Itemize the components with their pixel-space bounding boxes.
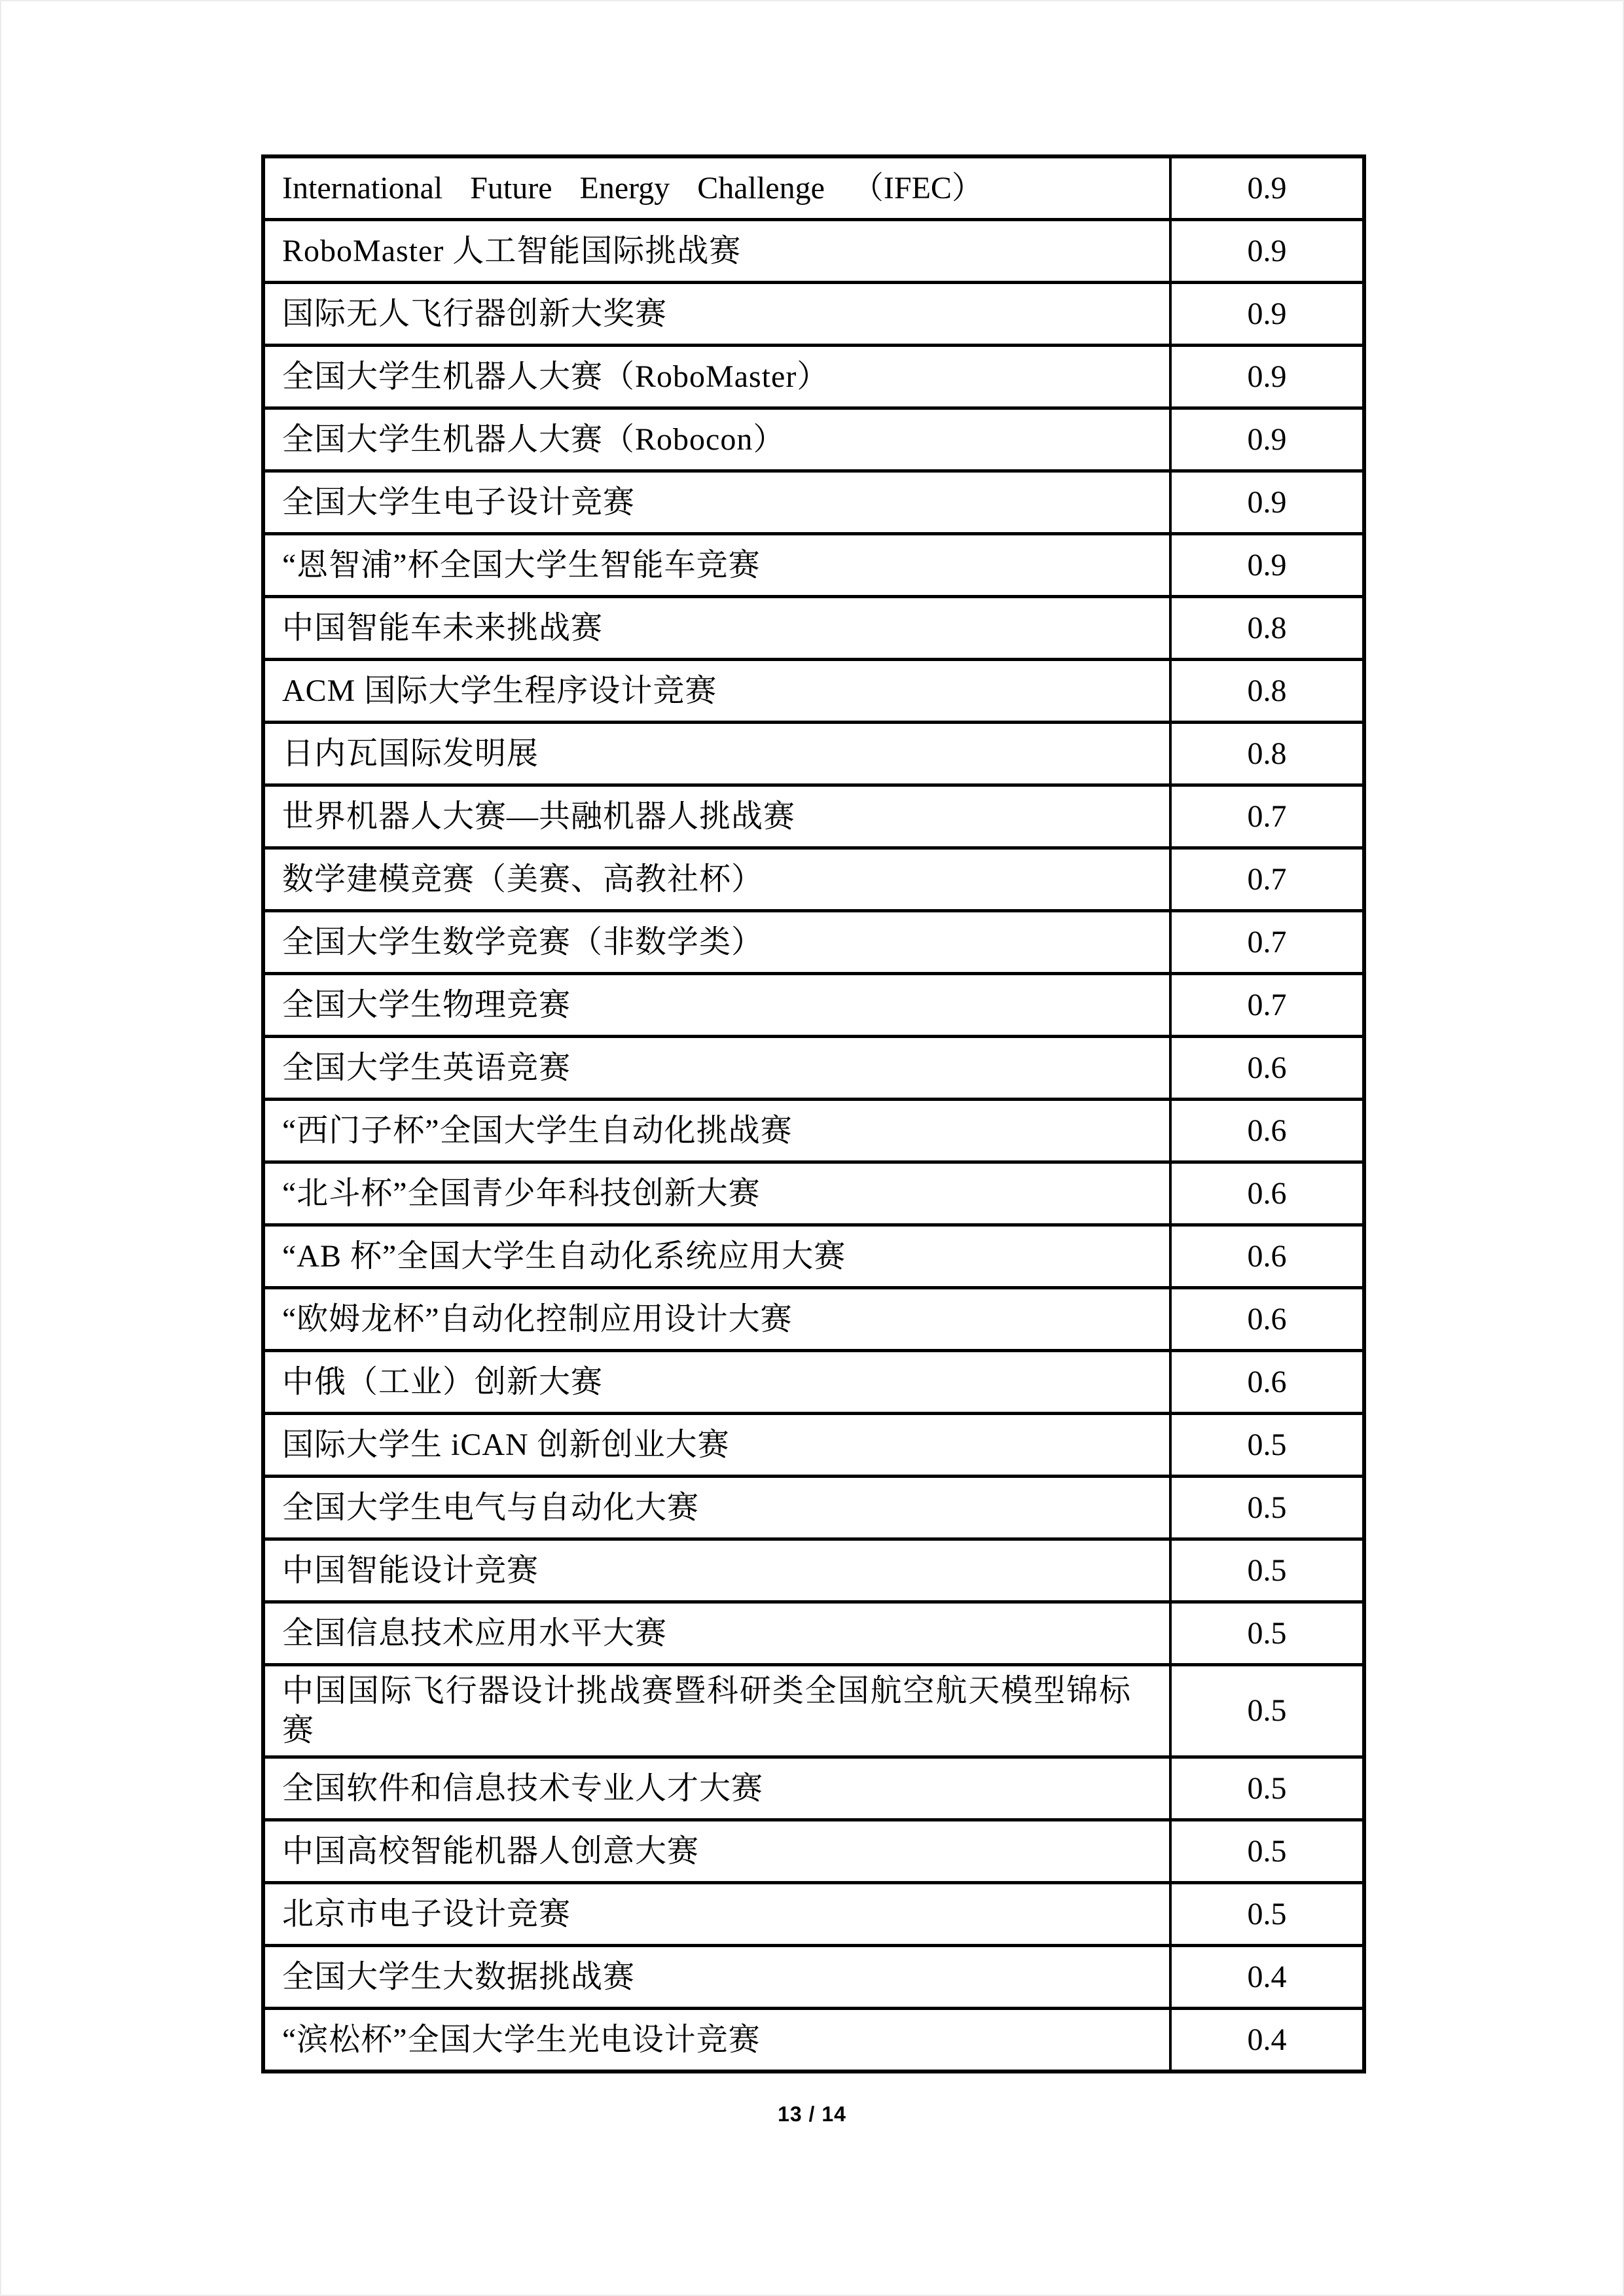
competition-name-cell: 全国大学生电子设计竞赛 <box>263 471 1170 534</box>
table-row <box>263 156 1364 220</box>
table-row <box>263 1757 1364 1820</box>
score-cell: 0.5 <box>1170 1757 1364 1820</box>
score-cell: 0.9 <box>1170 408 1364 471</box>
table-row <box>263 597 1364 660</box>
score-table-body <box>263 156 1364 2072</box>
table-row <box>263 1414 1364 1477</box>
competition-name-cell: 日内瓦国际发明展 <box>263 723 1170 785</box>
score-cell: 0.5 <box>1170 1477 1364 1539</box>
score-cell: 0.9 <box>1170 156 1364 220</box>
table-row <box>263 283 1364 346</box>
competition-name-cell: 北京市电子设计竞赛 <box>263 1883 1170 1946</box>
competition-score-table <box>261 154 1366 2073</box>
competition-name-cell: 全国大学生物理竞赛 <box>263 974 1170 1037</box>
table-row <box>263 848 1364 911</box>
score-cell: 0.7 <box>1170 974 1364 1037</box>
table-row <box>263 1100 1364 1162</box>
table-row <box>263 1477 1364 1539</box>
competition-name-cell: “滨松杯”全国大学生光电设计竞赛 <box>263 2009 1170 2072</box>
score-cell: 0.7 <box>1170 848 1364 911</box>
competition-name-cell: 国际大学生 iCAN 创新创业大赛 <box>263 1414 1170 1477</box>
score-cell: 0.6 <box>1170 1162 1364 1225</box>
score-cell: 0.8 <box>1170 660 1364 723</box>
score-cell: 0.9 <box>1170 220 1364 283</box>
competition-name-cell: 国际无人飞行器创新大奖赛 <box>263 283 1170 346</box>
table-row <box>263 346 1364 408</box>
score-cell: 0.6 <box>1170 1288 1364 1351</box>
score-cell: 0.5 <box>1170 1414 1364 1477</box>
table-row <box>263 534 1364 597</box>
competition-name-cell: “西门子杯”全国大学生自动化挑战赛 <box>263 1100 1170 1162</box>
table-row <box>263 723 1364 785</box>
score-cell: 0.5 <box>1170 1602 1364 1665</box>
page-number: 13 / 14 <box>778 2102 846 2126</box>
table-row <box>263 408 1364 471</box>
competition-name-cell: “北斗杯”全国青少年科技创新大赛 <box>263 1162 1170 1225</box>
table-row <box>263 785 1364 848</box>
competition-name-cell: 全国大学生机器人大赛（RoboMaster） <box>263 346 1170 408</box>
competition-name-cell: 全国大学生电气与自动化大赛 <box>263 1477 1170 1539</box>
score-cell: 0.9 <box>1170 283 1364 346</box>
competition-name-cell: “欧姆龙杯”自动化控制应用设计大赛 <box>263 1288 1170 1351</box>
score-cell: 0.4 <box>1170 1946 1364 2009</box>
competition-name-cell: 全国信息技术应用水平大赛 <box>263 1602 1170 1665</box>
competition-name-cell: 全国大学生大数据挑战赛 <box>263 1946 1170 2009</box>
score-cell: 0.7 <box>1170 911 1364 974</box>
score-cell: 0.8 <box>1170 723 1364 785</box>
competition-name-cell: 世界机器人大赛—共融机器人挑战赛 <box>263 785 1170 848</box>
table-row <box>263 1037 1364 1100</box>
table-row <box>263 1602 1364 1665</box>
table-row <box>263 1288 1364 1351</box>
table-row <box>263 1225 1364 1288</box>
table-row <box>263 1162 1364 1225</box>
competition-name-cell: 全国软件和信息技术专业人才大赛 <box>263 1757 1170 1820</box>
table-row <box>263 1351 1364 1414</box>
competition-name-cell: 中国高校智能机器人创意大赛 <box>263 1820 1170 1883</box>
competition-name-cell: 中国国际飞行器设计挑战赛暨科研类全国航空航天模型锦标赛 <box>263 1665 1170 1757</box>
score-cell: 0.9 <box>1170 346 1364 408</box>
score-cell: 0.8 <box>1170 597 1364 660</box>
score-cell: 0.9 <box>1170 471 1364 534</box>
score-cell: 0.5 <box>1170 1539 1364 1602</box>
table-row <box>263 911 1364 974</box>
table-row <box>263 220 1364 283</box>
table-row <box>263 2009 1364 2072</box>
table-row <box>263 1820 1364 1883</box>
table-row <box>263 660 1364 723</box>
score-cell: 0.5 <box>1170 1665 1364 1757</box>
score-cell: 0.4 <box>1170 2009 1364 2072</box>
score-cell: 0.5 <box>1170 1883 1364 1946</box>
score-cell: 0.6 <box>1170 1225 1364 1288</box>
table-row <box>263 471 1364 534</box>
table-row <box>263 1883 1364 1946</box>
table-row <box>263 1539 1364 1602</box>
competition-name-cell: 中国智能设计竞赛 <box>263 1539 1170 1602</box>
competition-name-cell: 中国智能车未来挑战赛 <box>263 597 1170 660</box>
table-row <box>263 1665 1364 1757</box>
competition-name-cell: “恩智浦”杯全国大学生智能车竞赛 <box>263 534 1170 597</box>
competition-name-cell: 全国大学生英语竞赛 <box>263 1037 1170 1100</box>
competition-name-cell: 全国大学生数学竞赛（非数学类） <box>263 911 1170 974</box>
competition-name-cell: “AB 杯”全国大学生自动化系统应用大赛 <box>263 1225 1170 1288</box>
competition-name-cell: 全国大学生机器人大赛（Robocon） <box>263 408 1170 471</box>
score-cell: 0.5 <box>1170 1820 1364 1883</box>
score-cell: 0.6 <box>1170 1351 1364 1414</box>
competition-name-cell: International Future Energy Challenge （IFEC） <box>263 156 1170 220</box>
table-row <box>263 1946 1364 2009</box>
score-cell: 0.6 <box>1170 1037 1364 1100</box>
competition-name-cell: 中俄（工业）创新大赛 <box>263 1351 1170 1414</box>
competition-name-cell: RoboMaster 人工智能国际挑战赛 <box>263 220 1170 283</box>
score-cell: 0.6 <box>1170 1100 1364 1162</box>
table-row <box>263 974 1364 1037</box>
competition-name-cell: 数学建模竞赛（美赛、高教社杯） <box>263 848 1170 911</box>
score-cell: 0.9 <box>1170 534 1364 597</box>
score-cell: 0.7 <box>1170 785 1364 848</box>
competition-name-cell: ACM 国际大学生程序设计竞赛 <box>263 660 1170 723</box>
